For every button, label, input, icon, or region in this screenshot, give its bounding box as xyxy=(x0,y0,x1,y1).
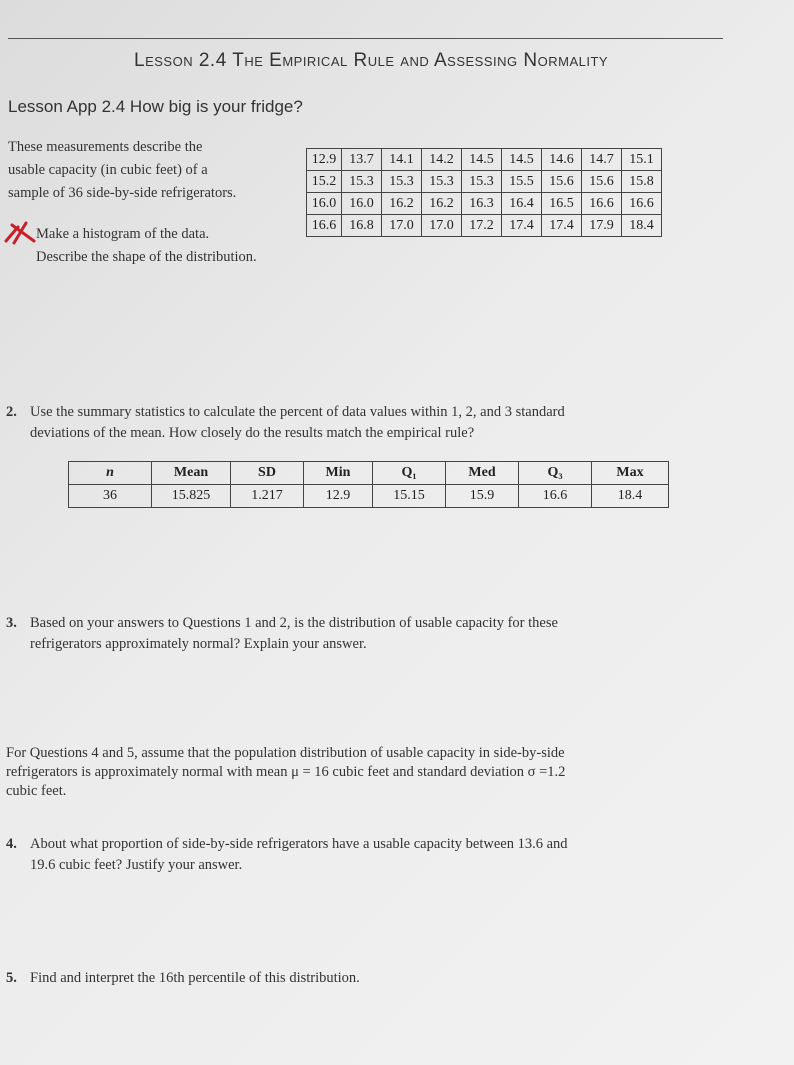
stats-value-cell: 18.4 xyxy=(592,485,669,508)
data-cell: 14.7 xyxy=(582,149,622,171)
data-row xyxy=(307,171,662,193)
data-cell: 14.5 xyxy=(502,149,542,171)
question-number: 2. xyxy=(6,404,17,420)
intro-line: usable capacity (in cubic feet) of a xyxy=(8,162,208,178)
data-cell: 15.5 xyxy=(502,171,542,193)
data-row xyxy=(307,149,662,171)
data-cell: 15.8 xyxy=(622,171,662,193)
stats-header-cell: Med xyxy=(446,462,519,485)
lesson-app-title: Lesson App 2.4 How big is your fridge? xyxy=(8,97,303,116)
stats-value-cell: 15.9 xyxy=(446,485,519,508)
stats-header-cell: Q₃ xyxy=(519,462,592,485)
capacity-data-table xyxy=(306,148,662,237)
stats-value-cell: 1.217 xyxy=(231,485,304,508)
data-cell: 15.3 xyxy=(462,171,502,193)
note-line: For Questions 4 and 5, assume that the population distribution of usable capacity in side-by-side xyxy=(6,745,565,761)
stats-header-cell: Max xyxy=(592,462,669,485)
data-cell: 16.5 xyxy=(542,193,582,215)
data-cell: 17.2 xyxy=(462,215,502,237)
data-cell: 16.2 xyxy=(382,193,422,215)
data-cell: 18.4 xyxy=(622,215,662,237)
data-cell: 14.2 xyxy=(422,149,462,171)
data-cell: 17.0 xyxy=(382,215,422,237)
question-3-line: Based on your answers to Questions 1 and 2, is the distribution of usable capacity for these xyxy=(30,615,558,631)
data-cell: 15.6 xyxy=(542,171,582,193)
question-5 xyxy=(6,968,360,989)
question-2 xyxy=(6,402,565,444)
question-3 xyxy=(6,613,558,655)
question-1-line: Make a histogram of the data. xyxy=(36,226,210,242)
data-cell: 14.6 xyxy=(542,149,582,171)
data-cell: 17.4 xyxy=(542,215,582,237)
header-rule xyxy=(8,38,723,39)
data-cell: 17.4 xyxy=(502,215,542,237)
stats-value-cell: 15.825 xyxy=(152,485,231,508)
red-check-mark-icon xyxy=(4,219,40,245)
question-3-line: refrigerators approximately normal? Explain your answer. xyxy=(30,636,367,652)
lesson-title: Lesson 2.4 The Empirical Rule and Assessing Normality xyxy=(134,50,609,71)
note-line: refrigerators is approximately normal with mean μ = 16 cubic feet and standard deviation σ =1.2 xyxy=(6,764,566,780)
intro-line: These measurements describe the xyxy=(8,139,203,155)
question-4-line: 19.6 cubic feet? Justify your answer. xyxy=(30,857,243,873)
data-cell: 14.1 xyxy=(382,149,422,171)
data-cell: 16.4 xyxy=(502,193,542,215)
data-cell: 17.0 xyxy=(422,215,462,237)
question-4 xyxy=(6,834,568,876)
data-cell: 15.2 xyxy=(307,171,342,193)
data-cell: 16.3 xyxy=(462,193,502,215)
summary-stats-table xyxy=(68,461,669,508)
data-cell: 15.3 xyxy=(342,171,382,193)
data-cell: 14.5 xyxy=(462,149,502,171)
question-2-line: deviations of the mean. How closely do the results match the empirical rule? xyxy=(30,425,475,441)
stats-header-cell: SD xyxy=(231,462,304,485)
question-4-line: About what proportion of side-by-side refrigerators have a usable capacity between 13.6 and xyxy=(30,836,568,852)
data-cell: 16.8 xyxy=(342,215,382,237)
data-cell: 15.6 xyxy=(582,171,622,193)
question-1-line: Describe the shape of the distribution. xyxy=(36,249,257,265)
data-cell: 13.7 xyxy=(342,149,382,171)
data-cell: 15.1 xyxy=(622,149,662,171)
data-cell: 17.9 xyxy=(582,215,622,237)
stats-header-cell: Mean xyxy=(152,462,231,485)
stats-header-cell: n xyxy=(69,462,152,485)
question-number: 3. xyxy=(6,615,17,631)
data-cell: 12.9 xyxy=(307,149,342,171)
stats-header-cell: Min xyxy=(304,462,373,485)
stats-header-cell: Q₁ xyxy=(373,462,446,485)
data-row xyxy=(307,215,662,237)
data-cell: 16.6 xyxy=(582,193,622,215)
stats-value-cell: 12.9 xyxy=(304,485,373,508)
data-cell: 16.2 xyxy=(422,193,462,215)
data-row xyxy=(307,193,662,215)
question-number: 4. xyxy=(6,836,17,852)
note-line: cubic feet. xyxy=(6,783,67,799)
question-number: 5. xyxy=(6,970,17,986)
stats-value-cell: 36 xyxy=(69,485,152,508)
data-cell: 15.3 xyxy=(382,171,422,193)
intro-line: sample of 36 side-by-side refrigerators. xyxy=(8,185,237,201)
assumption-note xyxy=(6,744,565,801)
data-cell: 16.0 xyxy=(307,193,342,215)
data-cell: 16.0 xyxy=(342,193,382,215)
stats-value-cell: 15.15 xyxy=(373,485,446,508)
question-1 xyxy=(36,223,257,269)
question-5-line: Find and interpret the 16th percentile of this distribution. xyxy=(30,970,360,986)
data-cell: 16.6 xyxy=(622,193,662,215)
data-cell: 16.6 xyxy=(307,215,342,237)
stats-value-cell: 16.6 xyxy=(519,485,592,508)
data-cell: 15.3 xyxy=(422,171,462,193)
intro-text xyxy=(8,136,236,205)
question-2-line: Use the summary statistics to calculate the percent of data values within 1, 2, and 3 standard xyxy=(30,404,565,420)
